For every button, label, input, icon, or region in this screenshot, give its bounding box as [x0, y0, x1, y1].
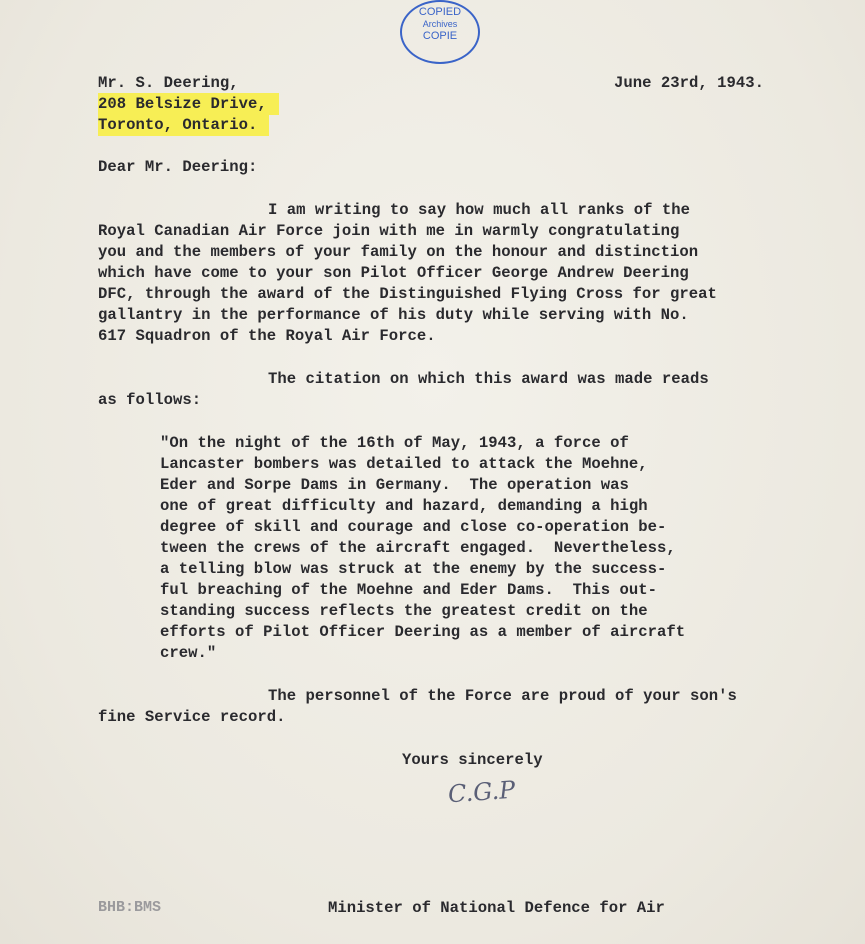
quote-line: efforts of Pilot Officer Deering as a member of aircraft — [160, 623, 686, 641]
quote-line: crew." — [160, 644, 217, 662]
recipient-name: Mr. S. Deering, — [98, 74, 239, 92]
minister-title: Minister of National Defence for Air — [328, 899, 665, 917]
closing: Yours sincerely — [402, 751, 543, 769]
body-line: The citation on which this award was made reads — [268, 370, 709, 388]
stamp-line-2: Archives — [422, 19, 458, 29]
quote-line: standing success reflects the greatest credit on the — [160, 602, 648, 620]
quote-line: one of great difficulty and hazard, demanding a high — [160, 497, 648, 515]
copied-stamp — [400, 0, 480, 64]
body-line: fine Service record. — [98, 708, 286, 726]
quote-line: tween the crews of the aircraft engaged. Nevertheless, — [160, 539, 676, 557]
quote-line: ful breaching of the Moehne and Eder Dams. This out- — [160, 581, 658, 599]
quote-line: "On the night of the 16th of May, 1943, a force of — [160, 434, 629, 452]
letter-date: June 23rd, 1943. — [614, 74, 765, 92]
body-line: Royal Canadian Air Force join with me in warmly congratulating — [98, 222, 680, 240]
quote-line: Lancaster bombers was detailed to attack the Moehne, — [160, 455, 648, 473]
typist-initials: BHB:BMS — [98, 899, 162, 916]
quote-line: a telling blow was struck at the enemy by the success- — [160, 560, 667, 578]
signature: C.G.P — [447, 775, 517, 809]
quote-line: degree of skill and courage and close co-operation be- — [160, 518, 667, 536]
body-line: as follows: — [98, 391, 202, 409]
recipient-city-text: Toronto, Ontario. — [98, 114, 269, 136]
recipient-street — [98, 94, 279, 115]
body-line: 617 Squadron of the Royal Air Force. — [98, 327, 436, 345]
body-line: DFC, through the award of the Distinguished Flying Cross for great — [98, 285, 717, 303]
body-line: gallantry in the performance of his duty while serving with No. — [98, 306, 689, 324]
recipient-street-text: 208 Belsize Drive, — [98, 93, 279, 115]
body-line: The personnel of the Force are proud of your son's — [268, 687, 737, 705]
quote-line: Eder and Sorpe Dams in Germany. The operation was — [160, 476, 629, 494]
salutation: Dear Mr. Deering: — [98, 158, 258, 176]
recipient-city — [98, 115, 269, 136]
body-line: I am writing to say how much all ranks of the — [268, 201, 690, 219]
body-line: you and the members of your family on the honour and distinction — [98, 243, 699, 261]
body-line: which have come to your son Pilot Officer George Andrew Deering — [98, 264, 689, 282]
stamp-line-3: COPIE — [422, 30, 458, 42]
stamp-line-1: COPIED — [418, 6, 462, 18]
